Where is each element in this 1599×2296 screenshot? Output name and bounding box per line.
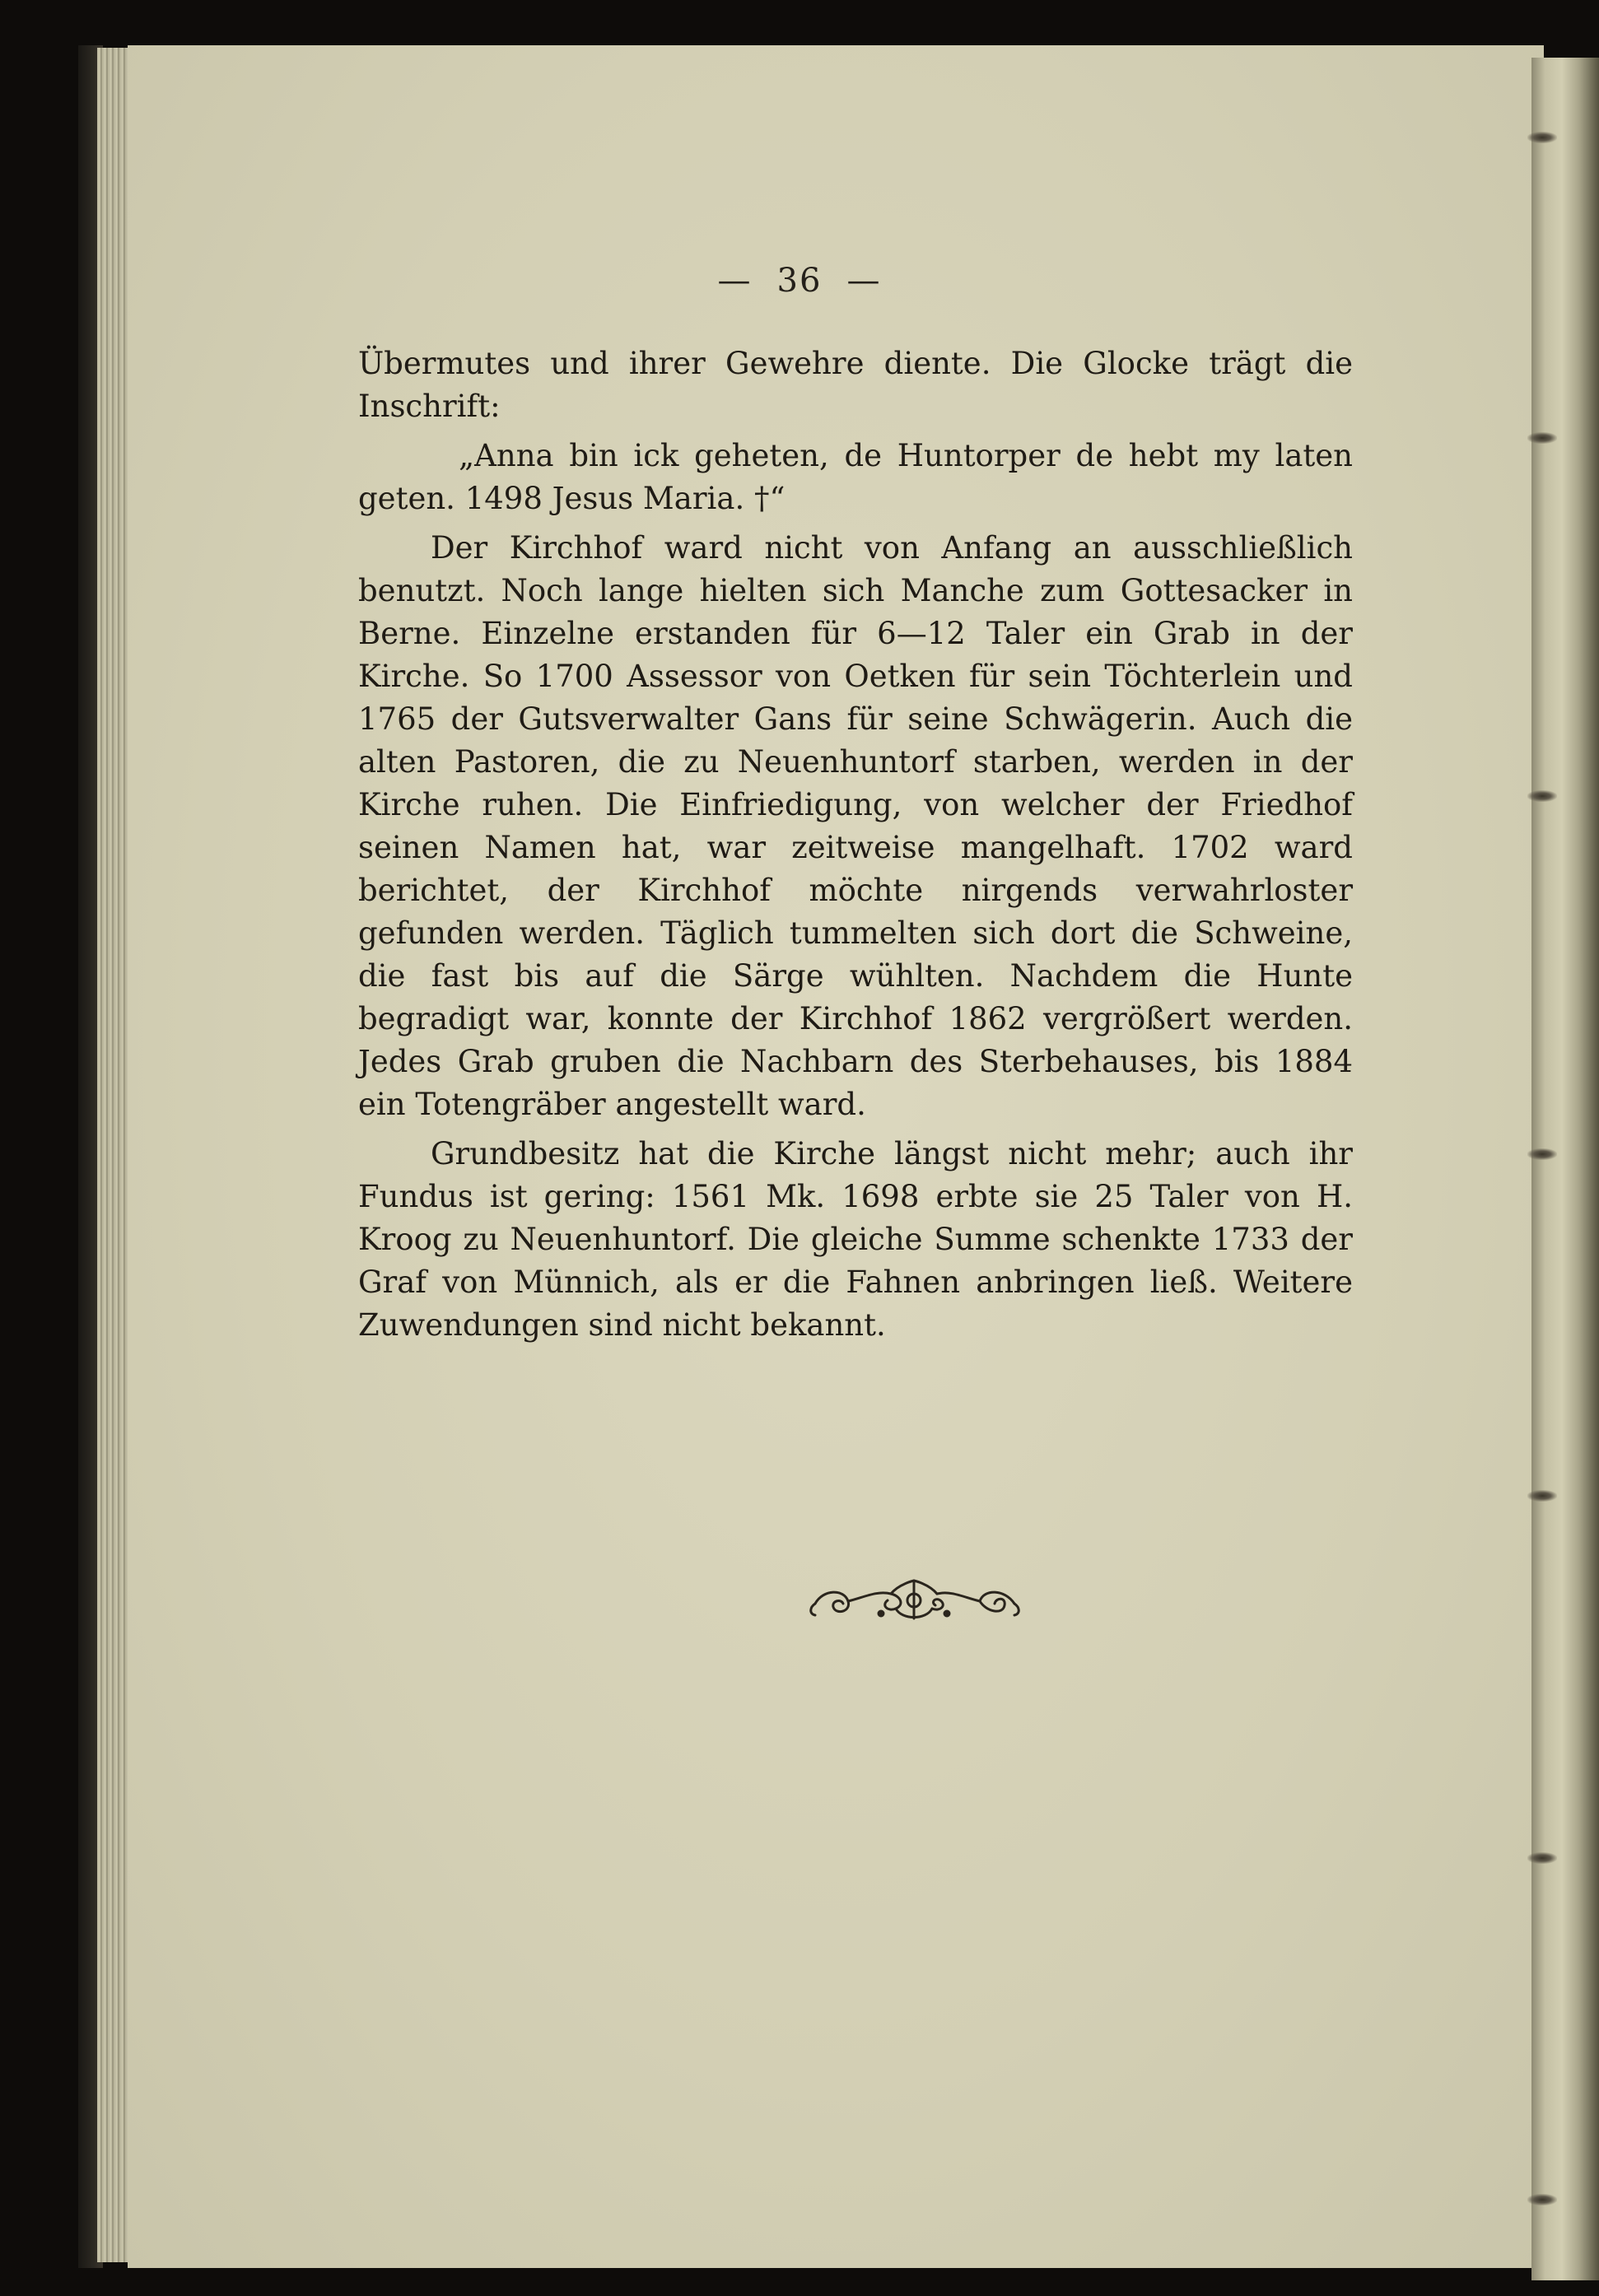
binding-gutter <box>1531 58 1599 2280</box>
binding-stitch <box>1527 1148 1557 1160</box>
page-number-dash-right: — <box>846 262 882 300</box>
page-number <box>0 262 1599 300</box>
paragraph-intro: Übermutes und ihrer Gewehre diente. Die Glocke trägt die Inschrift: <box>358 346 1353 424</box>
ornament-vignette-icon <box>799 1572 1029 1630</box>
binding-stitch <box>1527 2194 1557 2205</box>
page-number-dash-left: — <box>717 262 753 300</box>
body-text <box>358 342 1353 1347</box>
binding-stitch <box>1527 132 1557 143</box>
page-edges <box>97 48 132 2262</box>
page-number-value: 36 <box>776 262 823 300</box>
binding-stitch <box>1527 432 1557 444</box>
paragraph-churchyard: Der Kirchhof ward nicht von Anfang an ausschließlich benutzt. Noch lange hielten sich Manche zum Gottesacker in Berne. Einzelne erstanden für 6—12 Taler ein Grab in der Kirche. So 1700 Assessor von Oetken für sein Töchterlein und 1765 der Gutsverwalter Gans für seine Schwägerin. Auch die alten Pastoren, die zu Neuenhuntorf starben, werden in der Kirche ruhen. Die Einfriedigung, von welcher der Friedhof seinen Namen hat, war zeitweise mangelhaft. 1702 ward berichtet, der Kirchhof möchte nirgends verwahrloster gefunden werden. Täglich tummelten sich dort die Schweine, die fast bis auf die Särge wühlten. Nachdem die Hunte begradigt war, konnte der Kirchhof 1862 vergrößert werden. Jedes Grab gruben die Nachbarn des Sterbehauses, bis 1884 ein Totengräber angestellt ward. <box>358 530 1353 1122</box>
inscription-quote: „Anna bin ick geheten, de Huntorper de hebt my laten geten. 1498 Jesus Maria. †“ <box>358 438 1353 516</box>
paragraph-property: Grundbesitz hat die Kirche längst nicht mehr; auch ihr Fundus ist gering: 1561 Mk. 1698 erbte sie 25 Taler von H. Kroog zu Neuenhuntorf. Die gleiche Summe schenkte 1733 der Graf von Münnich, als er die Fahnen anbringen ließ. Weitere Zuwendungen sind nicht bekannt. <box>358 1136 1353 1343</box>
binding-stitch <box>1527 1852 1557 1864</box>
binding-stitch <box>1527 790 1557 802</box>
binding-stitch <box>1527 1490 1557 1502</box>
